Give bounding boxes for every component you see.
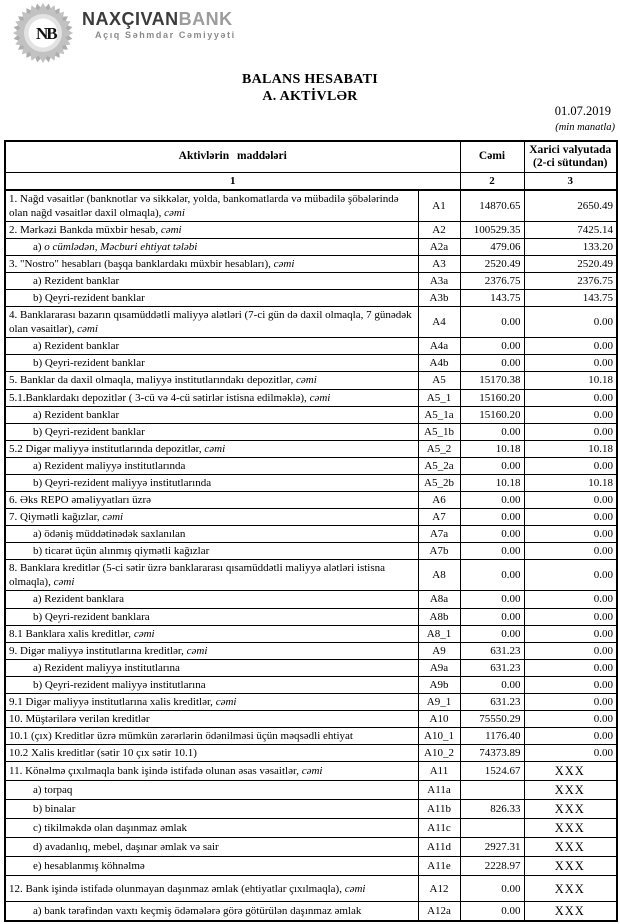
item-total: 631.23 — [460, 642, 524, 659]
item-label: 5. Banklar da daxil olmaqla, maliyyə institutlarındakı depozitlər, cəmi — [5, 372, 418, 389]
table-row — [5, 423, 617, 440]
item-code: A11e — [418, 857, 460, 876]
item-total: 15170.38 — [460, 372, 524, 389]
table-row — [5, 338, 617, 355]
table-body — [5, 190, 617, 922]
table-row — [5, 800, 617, 819]
item-code: A10_1 — [418, 728, 460, 745]
item-total: 631.23 — [460, 659, 524, 676]
item-foreign: 0.00 — [524, 457, 617, 474]
bank-seal-icon — [12, 2, 74, 64]
item-label: 8. Banklara kreditlər (5-ci sətir üzrə banklararası qısamüddətli maliyyə alətləri istisna olmaqla), cəmi — [5, 560, 418, 591]
item-total: 0.00 — [460, 608, 524, 625]
item-label: b) binalar — [5, 800, 418, 819]
item-label: 3. "Nostro" hesabları (başqa banklardakı müxbir hesabları), cəmi — [5, 255, 418, 272]
item-label: 5.1.Banklardakı depozitlər ( 3-cü və 4-cü sətirlər istisna edilməklə), cəmi — [5, 389, 418, 406]
item-total: 0.00 — [460, 355, 524, 372]
item-code: A3a — [418, 272, 460, 289]
item-code: A5 — [418, 372, 460, 389]
item-foreign: 0.00 — [524, 745, 617, 762]
item-foreign: 0.00 — [524, 728, 617, 745]
item-label: a) bank tərəfindən vaxtı keçmiş ödəmələrə görə götürülən daşınmaz əmlak — [5, 902, 418, 922]
item-label: 7. Qiymətli kağızlar, cəmi — [5, 509, 418, 526]
item-total: 0.00 — [460, 676, 524, 693]
item-code: A12 — [418, 876, 460, 902]
item-total: 0.00 — [460, 876, 524, 902]
column-number-2: 2 — [460, 172, 524, 190]
item-label: b) Qeyri-rezident banklar — [5, 423, 418, 440]
item-label: b) ticarət üçün alınmış qiymətli kağızlar — [5, 543, 418, 560]
item-code: A5_2 — [418, 440, 460, 457]
item-foreign: 0.00 — [524, 711, 617, 728]
item-code: A10_2 — [418, 745, 460, 762]
item-total: 0.00 — [460, 423, 524, 440]
item-code: A5_2a — [418, 457, 460, 474]
table-row — [5, 389, 617, 406]
column-header-foreign: Xarici valyutada (2-ci sütundan) — [524, 141, 617, 172]
item-code: A4 — [418, 307, 460, 338]
item-total — [460, 781, 524, 800]
item-label: b) Qeyri-rezident maliyyə institutlarında — [5, 474, 418, 491]
item-total: 0.00 — [460, 902, 524, 922]
item-code: A8a — [418, 591, 460, 608]
table-header-row — [5, 141, 617, 172]
item-foreign: XXX — [524, 902, 617, 922]
report-date: 01.07.2019 — [554, 104, 611, 118]
item-label: b) Qeyri-rezident banklar — [5, 290, 418, 307]
item-code: A5_2b — [418, 474, 460, 491]
item-label: a) o cümlədən, Məcburi ehtiyat tələbi — [5, 238, 418, 255]
item-total: 0.00 — [460, 543, 524, 560]
table-row — [5, 560, 617, 591]
item-total: 0.00 — [460, 560, 524, 591]
item-code: A5_1 — [418, 389, 460, 406]
item-label: a) Rezident maliyyə institutlarına — [5, 659, 418, 676]
item-code: A11d — [418, 838, 460, 857]
item-code: A9_1 — [418, 693, 460, 710]
item-code: A6 — [418, 491, 460, 508]
item-label: a) Rezident banklar — [5, 272, 418, 289]
item-total: 75550.29 — [460, 711, 524, 728]
item-code: A12a — [418, 902, 460, 922]
item-total: 0.00 — [460, 338, 524, 355]
item-code: A11b — [418, 800, 460, 819]
item-code: A8_1 — [418, 625, 460, 642]
table-row — [5, 457, 617, 474]
item-code: A8b — [418, 608, 460, 625]
item-foreign: 0.00 — [524, 625, 617, 642]
table-row — [5, 307, 617, 338]
item-total — [460, 819, 524, 838]
item-total: 100529.35 — [460, 221, 524, 238]
item-label: 4. Banklararası bazarın qısamüddətli maliyyə alətləri (7-ci gün də daxil olmaqla, 7 günədək olan vəsaitlər), cəmi — [5, 307, 418, 338]
item-foreign: 0.00 — [524, 591, 617, 608]
item-foreign: 0.00 — [524, 406, 617, 423]
table-row — [5, 543, 617, 560]
item-foreign: 0.00 — [524, 355, 617, 372]
table-row — [5, 255, 617, 272]
item-foreign: 2376.75 — [524, 272, 617, 289]
table-row — [5, 693, 617, 710]
item-label: b) Qeyri-rezident banklara — [5, 608, 418, 625]
assets-table-wrap — [4, 140, 618, 922]
item-total: 0.00 — [460, 307, 524, 338]
item-foreign: 10.18 — [524, 474, 617, 491]
table-row — [5, 745, 617, 762]
item-label: 2. Mərkəzi Bankda müxbir hesab, cəmi — [5, 221, 418, 238]
table-row — [5, 608, 617, 625]
item-foreign: XXX — [524, 819, 617, 838]
item-label: 10.1 (çıx) Kreditlər üzrə mümkün zərərlərin ödənilməsi üçün məqsədli ehtiyat — [5, 728, 418, 745]
table-row — [5, 440, 617, 457]
table-row — [5, 625, 617, 642]
table-row — [5, 902, 617, 922]
item-code: A11 — [418, 762, 460, 781]
item-label: 1. Nağd vəsaitlər (banknotlar və sikkələr, yolda, bankomatlarda və mübadilə şöbələrində olan nağd vəsaitlər daxil olmaqla), cəmi — [5, 190, 418, 222]
item-code: A2 — [418, 221, 460, 238]
item-code: A5_1a — [418, 406, 460, 423]
item-label: a) Rezident maliyyə institutlarında — [5, 457, 418, 474]
item-total: 0.00 — [460, 491, 524, 508]
table-row — [5, 491, 617, 508]
item-code: A3b — [418, 290, 460, 307]
item-foreign: 0.00 — [524, 543, 617, 560]
item-code: A8 — [418, 560, 460, 591]
report-section-title: A. AKTİVLƏR — [262, 89, 358, 104]
bank-subtitle: Açıq Səhmdar Cəmiyyəti — [95, 30, 236, 40]
item-total: 0.00 — [460, 509, 524, 526]
table-row — [5, 355, 617, 372]
item-foreign: 2650.49 — [524, 190, 617, 222]
item-total: 143.75 — [460, 290, 524, 307]
item-foreign: 7425.14 — [524, 221, 617, 238]
item-total: 74373.89 — [460, 745, 524, 762]
item-total: 0.00 — [460, 591, 524, 608]
item-total: 826.33 — [460, 800, 524, 819]
item-code: A11a — [418, 781, 460, 800]
item-code: A5_1b — [418, 423, 460, 440]
item-label: 12. Bank işində istifadə olunmayan daşınmaz əmlak (ehtiyatlar çıxılmaqla), cəmi — [5, 876, 418, 902]
table-row — [5, 190, 617, 222]
item-total: 1176.40 — [460, 728, 524, 745]
table-row — [5, 819, 617, 838]
bank-logo — [12, 2, 74, 64]
item-code: A9b — [418, 676, 460, 693]
item-label: d) avadanlıq, mebel, daşınar əmlak və sair — [5, 838, 418, 857]
item-label: a) torpaq — [5, 781, 418, 800]
bank-monogram: NB — [36, 24, 56, 43]
table-row — [5, 509, 617, 526]
item-foreign: 2520.49 — [524, 255, 617, 272]
table-row — [5, 728, 617, 745]
item-code: A2a — [418, 238, 460, 255]
item-label: a) ödəniş müddətinədək saxlanılan — [5, 526, 418, 543]
item-code: A3 — [418, 255, 460, 272]
item-label: 9.1 Digər maliyyə institutlarına xalis kreditlər, cəmi — [5, 693, 418, 710]
table-row — [5, 876, 617, 902]
item-label: 11. Könəlmə çıxılmaqla bank işində istifadə olunan əsas vəsaitlər, cəmi — [5, 762, 418, 781]
item-label: a) Rezident banklar — [5, 406, 418, 423]
table-row — [5, 781, 617, 800]
item-foreign: 0.00 — [524, 642, 617, 659]
column-number-3: 3 — [524, 172, 617, 190]
item-foreign: 0.00 — [524, 659, 617, 676]
table-row — [5, 526, 617, 543]
item-foreign: 0.00 — [524, 491, 617, 508]
table-row — [5, 762, 617, 781]
item-code: A4b — [418, 355, 460, 372]
item-total: 631.23 — [460, 693, 524, 710]
table-row — [5, 838, 617, 857]
item-foreign: 0.00 — [524, 560, 617, 591]
item-foreign: 0.00 — [524, 509, 617, 526]
item-total: 2927.31 — [460, 838, 524, 857]
table-row — [5, 221, 617, 238]
bank-name-secondary: BANK — [178, 9, 233, 29]
column-header-total: Cəmi — [460, 141, 524, 172]
table-row — [5, 642, 617, 659]
item-foreign: 10.18 — [524, 440, 617, 457]
item-foreign: XXX — [524, 876, 617, 902]
item-total: 0.00 — [460, 457, 524, 474]
item-foreign: 0.00 — [524, 307, 617, 338]
item-label: b) Qeyri-rezident maliyyə institutlarına — [5, 676, 418, 693]
item-foreign: 10.18 — [524, 372, 617, 389]
item-foreign: 0.00 — [524, 526, 617, 543]
item-label: b) Qeyri-rezident banklar — [5, 355, 418, 372]
column-number-1: 1 — [5, 172, 460, 190]
item-foreign: XXX — [524, 800, 617, 819]
item-foreign: 133.20 — [524, 238, 617, 255]
table-row — [5, 659, 617, 676]
item-label: 9. Digər maliyyə institutlarına kreditlər, cəmi — [5, 642, 418, 659]
table-row — [5, 857, 617, 876]
table-row — [5, 474, 617, 491]
bank-name — [82, 9, 233, 30]
column-header-items: Aktivlərin maddələri — [5, 141, 460, 172]
item-label: 10. Müştərilərə verilən kreditlər — [5, 711, 418, 728]
item-label: a) Rezident banklar — [5, 338, 418, 355]
item-total: 2228.97 — [460, 857, 524, 876]
item-label: a) Rezident banklara — [5, 591, 418, 608]
table-row — [5, 711, 617, 728]
item-label: 5.2 Digər maliyyə institutlarında depozitlər, cəmi — [5, 440, 418, 457]
item-foreign: XXX — [524, 762, 617, 781]
assets-table — [4, 140, 618, 922]
item-foreign: 0.00 — [524, 676, 617, 693]
item-foreign: XXX — [524, 857, 617, 876]
item-total: 15160.20 — [460, 389, 524, 406]
report-title: BALANS HESABATI — [241, 72, 379, 87]
item-label: c) tikilməkdə olan daşınmaz əmlak — [5, 819, 418, 838]
item-total: 1524.67 — [460, 762, 524, 781]
item-foreign: 0.00 — [524, 423, 617, 440]
table-row — [5, 272, 617, 289]
unit-note: (min manatla) — [555, 122, 615, 133]
item-foreign: XXX — [524, 838, 617, 857]
column-number-row — [5, 172, 617, 190]
table-row — [5, 591, 617, 608]
item-total: 14870.65 — [460, 190, 524, 222]
table-row — [5, 290, 617, 307]
item-label: 6. Əks REPO əməliyyatları üzrə — [5, 491, 418, 508]
document-title-block — [0, 71, 620, 105]
item-total: 0.00 — [460, 526, 524, 543]
item-label: 8.1 Banklara xalis kreditlər, cəmi — [5, 625, 418, 642]
item-total: 10.18 — [460, 474, 524, 491]
item-code: A1 — [418, 190, 460, 222]
item-code: A11c — [418, 819, 460, 838]
table-row — [5, 372, 617, 389]
item-foreign: 0.00 — [524, 608, 617, 625]
item-foreign: 0.00 — [524, 338, 617, 355]
item-label: 10.2 Xalis kreditlər (sətir 10 çıx sətir 10.1) — [5, 745, 418, 762]
table-row — [5, 676, 617, 693]
item-foreign: 143.75 — [524, 290, 617, 307]
item-code: A9 — [418, 642, 460, 659]
item-code: A10 — [418, 711, 460, 728]
item-code: A7 — [418, 509, 460, 526]
item-total: 2520.49 — [460, 255, 524, 272]
item-total: 10.18 — [460, 440, 524, 457]
item-foreign: XXX — [524, 781, 617, 800]
item-total: 15160.20 — [460, 406, 524, 423]
item-foreign: 0.00 — [524, 389, 617, 406]
bank-name-primary: NAXÇIVAN — [82, 9, 179, 29]
item-code: A7a — [418, 526, 460, 543]
item-total: 0.00 — [460, 625, 524, 642]
item-label: e) hesablanmış köhnəlmə — [5, 857, 418, 876]
item-total: 2376.75 — [460, 272, 524, 289]
item-code: A9a — [418, 659, 460, 676]
item-total: 479.06 — [460, 238, 524, 255]
item-code: A4a — [418, 338, 460, 355]
item-foreign: 0.00 — [524, 693, 617, 710]
item-code: A7b — [418, 543, 460, 560]
table-row — [5, 238, 617, 255]
table-row — [5, 406, 617, 423]
